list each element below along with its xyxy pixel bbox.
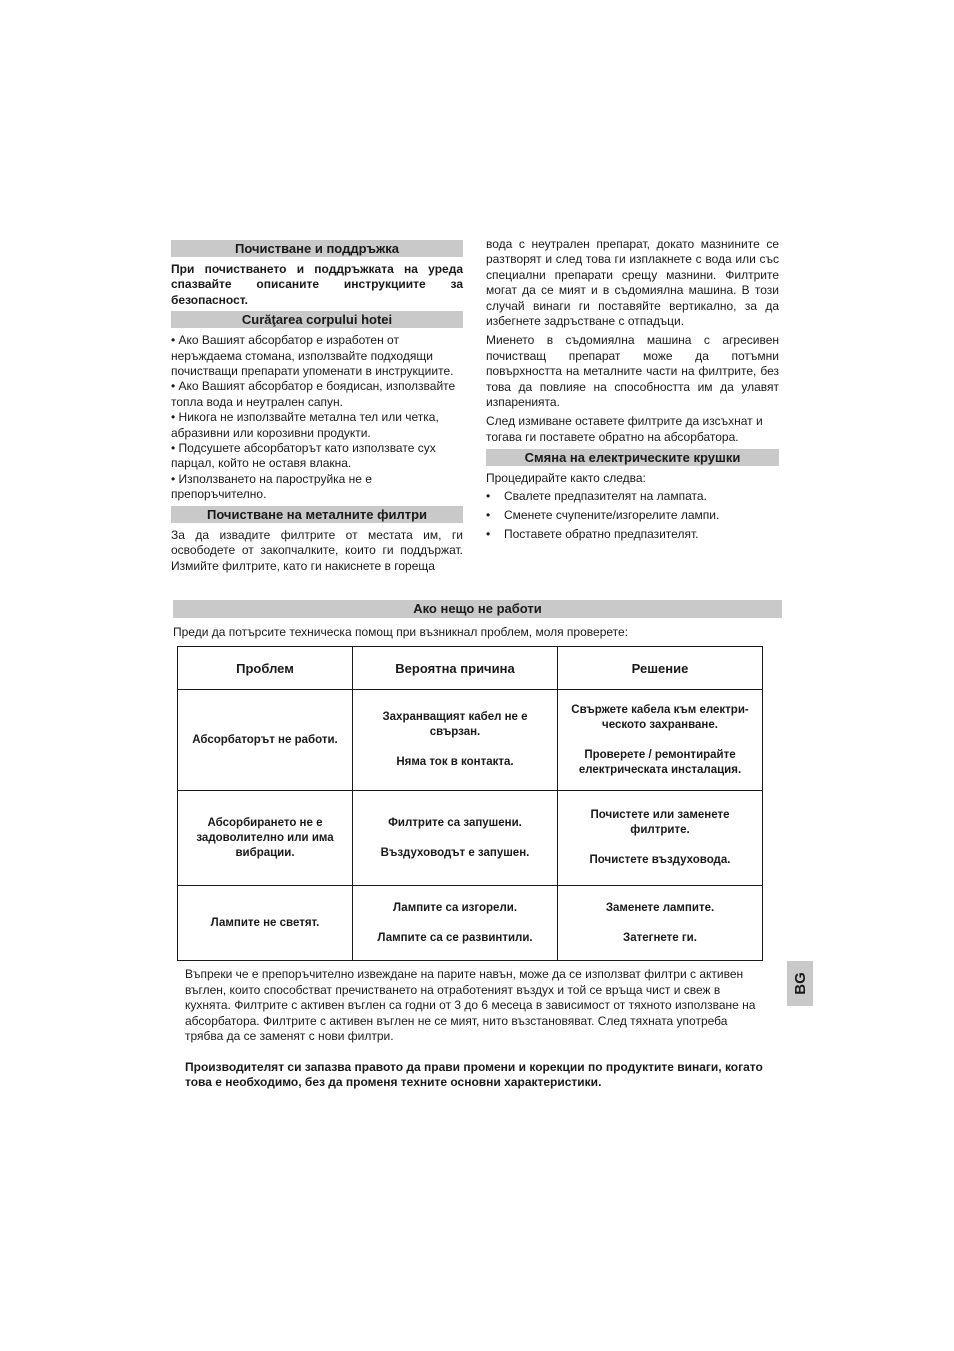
- table-row: [178, 886, 763, 961]
- solution-cell: [558, 886, 763, 961]
- left-column: [171, 240, 463, 574]
- problem-text: Абсорбирането не е задоволително или има вибрации.: [196, 816, 334, 859]
- table-header-row: [178, 647, 763, 690]
- step-text: Сменете счупените/изгорелите лампи.: [504, 507, 720, 522]
- cleaning-header: Почистване и поддръжка: [171, 240, 463, 257]
- bulbs-header: Смяна на електрическите крушки: [486, 449, 779, 466]
- cause-cell: [353, 690, 558, 791]
- problem-cell: [178, 690, 353, 791]
- language-tab: [787, 961, 813, 1006]
- column-header-solution: Решение: [558, 647, 763, 690]
- solution-text: Почистете въздуховода.: [589, 854, 731, 866]
- cause-text: Филтрите са запушени.: [388, 816, 522, 829]
- body-item: • Подсушете абсорбаторът като използвате сух парцал, който не оставя влакна.: [171, 441, 436, 471]
- carbon-filter-note: Въпреки че е препоръчително извеждане на парите навън, може да се използват филтри с активен въглен, които способстват пречистването на отработеният въздух и той се връща чист и свеж в кухнята. Филтрите с активен въглен са годни от 3 до 6 месеца в зависимост от тяхното използване на абсорбатора. Филтрите с активен въглен не се мият, нито възстановяват. След тяхната употреба трябва да се заменят с нови филтри.: [185, 967, 756, 1043]
- cause-cell: [353, 791, 558, 886]
- solution-text: Проверете / ремонтирайте електрическата инсталация.: [578, 748, 742, 776]
- solution-text: Свържете кабела към електри-ческото захранване.: [571, 703, 749, 731]
- column-header-problem: Проблем: [178, 647, 353, 690]
- list-item: [486, 527, 779, 542]
- cause-text: Захранващият кабел не е свързан.: [382, 711, 528, 738]
- table-row: [178, 690, 763, 791]
- footer-notes: [185, 967, 765, 1091]
- troubleshooting-table: [177, 646, 763, 961]
- cause-text: Лампите са се развинтили.: [377, 931, 533, 944]
- bulbs-steps: [486, 489, 779, 542]
- bullet: •: [486, 488, 491, 503]
- right-column: [486, 237, 779, 545]
- bullet: •: [486, 526, 491, 541]
- filters-text: За да извадите филтрите от местата им, ги освободете от закопчалките, които ги поддържат. Измийте филтрите, като ги накиснете в гореща: [171, 527, 463, 573]
- dishwasher-note: Миенето в съдомиялна машина с агресивен почистващ препарат може да потъмни повърхността на металните части на филтрите, без това да повлияе на способността им да улавят изпаренията.: [486, 333, 779, 410]
- step-text: Свалете предпазителят на лампата.: [504, 488, 707, 503]
- problem-text: Абсорбаторът не работи.: [192, 733, 338, 746]
- list-item: [486, 508, 779, 523]
- problem-cell: [178, 791, 353, 886]
- body-item: • Използването на пароструйка не е препоръчително.: [171, 471, 372, 502]
- cause-text: Въздуховодът е запушен.: [380, 846, 530, 859]
- solution-cell: [558, 690, 763, 791]
- problem-text: Лампите не светят.: [210, 916, 320, 929]
- solution-text: Почистете или заменете филтрите.: [590, 809, 730, 836]
- solution-text: Заменете лампите.: [605, 901, 715, 914]
- solution-text: Затегнете ги.: [623, 931, 697, 944]
- bullet: •: [486, 507, 491, 522]
- table-row: [178, 791, 763, 886]
- cleaning-intro: При почистването и поддръжката на уреда спазвайте описаните инструкциите за безопасност.: [171, 262, 463, 307]
- language-tab-label: BG: [791, 972, 809, 995]
- troubleshooting-header: Ако нещо не работи: [173, 600, 782, 618]
- body-item: • Ако Вашият абсорбатор е изработен от неръждаема стомана, използвайте подходящи почистващи препарати упоменати в инструкциите.: [171, 333, 454, 379]
- body-cleaning-header: Curăţarea corpului hotei: [171, 311, 463, 328]
- list-item: [486, 489, 779, 504]
- filters-header: Почистване на металните филтри: [171, 506, 463, 523]
- filters-continued: вода с неутрален препарат, докато мазнините се разтворят и след това ги изплакнете с вода или със специални препарати срещу мазнини. Филтрите могат да се мият и в съдомиялна машина. В този случай винаги ги поставяйте вертикално, за да избегнете задръстване с отпадъци.: [486, 237, 779, 329]
- body-item: • Никога не използвайте метална тел или четка, абразивни или корозивни продукти.: [171, 410, 439, 440]
- cause-text: Няма ток в контакта.: [396, 756, 514, 768]
- body-item: • Ако Вашият абсорбатор е боядисан, използвайте топла вода и неутрален сапун.: [171, 379, 456, 409]
- column-header-cause: Вероятна причина: [353, 647, 558, 690]
- problem-cell: [178, 886, 353, 961]
- solution-cell: [558, 791, 763, 886]
- troubleshooting-intro: Преди да потърсите техническа помощ при възникнал проблем, моля проверете:: [173, 625, 629, 639]
- after-wash-note: След измиване оставете филтрите да изсъхнат и тогава ги поставете обратно на абсорбатора.: [486, 414, 763, 444]
- bulbs-intro: Процедирайте както следва:: [486, 471, 646, 486]
- manufacturer-disclaimer: Производителят си запазва правото да прави промени и корекции по продуктите винаги, когато това е необходимо, без да променя техните основни характеристики.: [185, 1059, 763, 1089]
- step-text: Поставете обратно предпазителят.: [504, 526, 699, 541]
- cause-cell: [353, 886, 558, 961]
- cause-text: Лампите са изгорели.: [392, 901, 518, 914]
